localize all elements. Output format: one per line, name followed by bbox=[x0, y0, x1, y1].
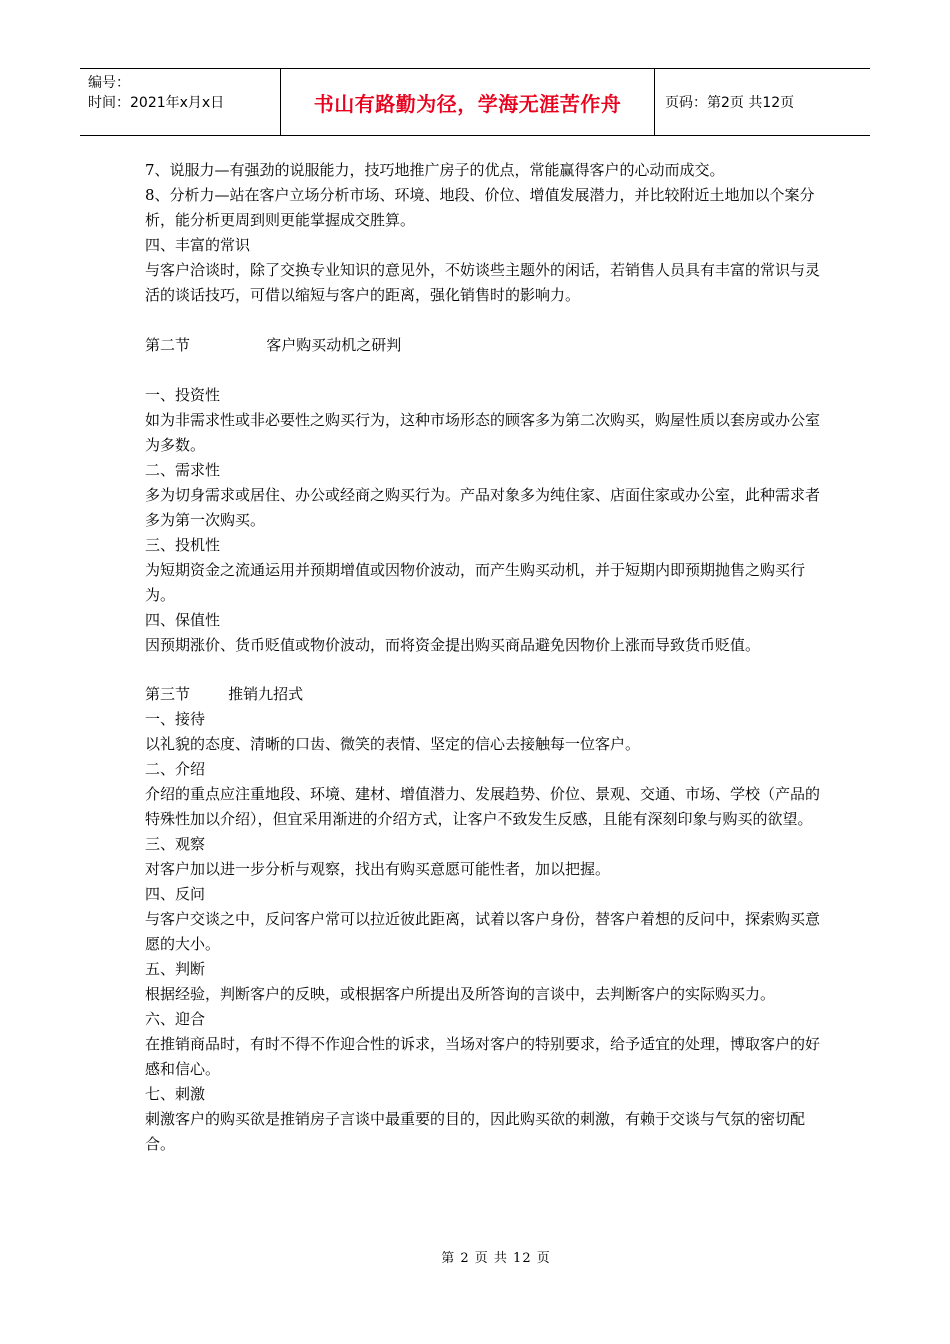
paragraph: 以礼貌的态度、清晰的口齿、微笑的表情、坚定的信心去接触每一位客户。 bbox=[145, 735, 641, 753]
header-motto: 书山有路勤为径，学海无涯苦作舟 bbox=[281, 69, 655, 135]
page-footer: 第 2 页 共 12 页 bbox=[441, 1251, 551, 1266]
document-number-label: 编号： bbox=[88, 75, 130, 91]
paragraph: 与客户洽谈时，除了交换专业知识的意见外，不妨谈些主题外的闲话，若销售人员具有丰富的常识与灵活的谈话技巧，可借以缩短与客户的距离，强化销售时的影响力。 bbox=[145, 261, 821, 304]
paragraph: 8、分析力—站在客户立场分析市场、环境、地段、价位、增值发展潜力，并比较附近土地加以个案分析，能分析更周到则更能掌握成交胜算。 bbox=[145, 186, 815, 229]
paragraph: 在推销商品时，有时不得不作迎合性的诉求，当场对客户的特别要求，给予适宜的处理，博取客户的好感和信心。 bbox=[145, 1035, 821, 1078]
subheading: 一、接待 bbox=[145, 710, 206, 728]
paragraph: 多为切身需求或居住、办公或经商之购买行为。产品对象多为纯住家、店面住家或办公室，此种需求者多为第一次购买。 bbox=[145, 486, 821, 529]
paragraph: 与客户交谈之中，反问客户常可以拉近彼此距离，试着以客户身份，替客户着想的反问中，探索购买意愿的大小。 bbox=[145, 910, 821, 953]
paragraph: 为短期资金之流通运用并预期增值或因物价波动，而产生购买动机，并于短期内即预期抛售之购买行为。 bbox=[145, 561, 806, 604]
subheading: 一、投资性 bbox=[145, 386, 221, 404]
paragraph: 因预期涨价、货币贬值或物价波动，而将资金提出购买商品避免因物价上涨而导致货币贬值。 bbox=[145, 636, 761, 654]
paragraph: 对客户加以进一步分析与观察，找出有购买意愿可能性者，加以把握。 bbox=[145, 860, 611, 878]
paragraph: 7、说服力—有强劲的说服能力，技巧地推广房子的优点，常能赢得客户的心动而成交。 bbox=[145, 161, 725, 179]
subheading: 二、需求性 bbox=[145, 461, 221, 479]
subheading: 四、保值性 bbox=[145, 611, 221, 629]
paragraph: 根据经验，判断客户的反映，或根据客户所提出及所答询的言谈中，去判断客户的实际购买力。 bbox=[145, 985, 776, 1003]
subheading: 四、反问 bbox=[145, 885, 206, 903]
section-title: 第三节 推销九招式 bbox=[145, 685, 304, 703]
subheading: 四、丰富的常识 bbox=[145, 236, 251, 254]
subheading: 三、投机性 bbox=[145, 536, 221, 554]
document-body bbox=[145, 158, 825, 1157]
paragraph: 介绍的重点应注重地段、环境、建材、增值潜力、发展趋势、价位、景观、交通、市场、学校（产品的特殊性加以介绍），但宜采用渐进的介绍方式，让客户不致发生反感，且能有深刻印象与购买的欲望。 bbox=[145, 785, 821, 828]
subheading: 五、判断 bbox=[145, 960, 206, 978]
subheading: 六、迎合 bbox=[145, 1010, 206, 1028]
page-header bbox=[80, 68, 870, 136]
section-title: 第二节 客户购买动机之研判 bbox=[145, 336, 402, 354]
header-page-info: 页码：第2页 共12页 bbox=[665, 95, 795, 111]
document-date: 时间：2021年x月x日 bbox=[88, 95, 225, 111]
paragraph: 刺激客户的购买欲是推销房子言谈中最重要的目的，因此购买欲的刺激，有赖于交谈与气氛的密切配合。 bbox=[145, 1110, 806, 1153]
paragraph: 如为非需求性或非必要性之购买行为，这种市场形态的顾客多为第二次购买，购屋性质以套房或办公室为多数。 bbox=[145, 411, 821, 454]
header-meta bbox=[80, 69, 281, 135]
subheading: 七、刺激 bbox=[145, 1085, 206, 1103]
subheading: 二、介绍 bbox=[145, 760, 206, 778]
subheading: 三、观察 bbox=[145, 835, 206, 853]
